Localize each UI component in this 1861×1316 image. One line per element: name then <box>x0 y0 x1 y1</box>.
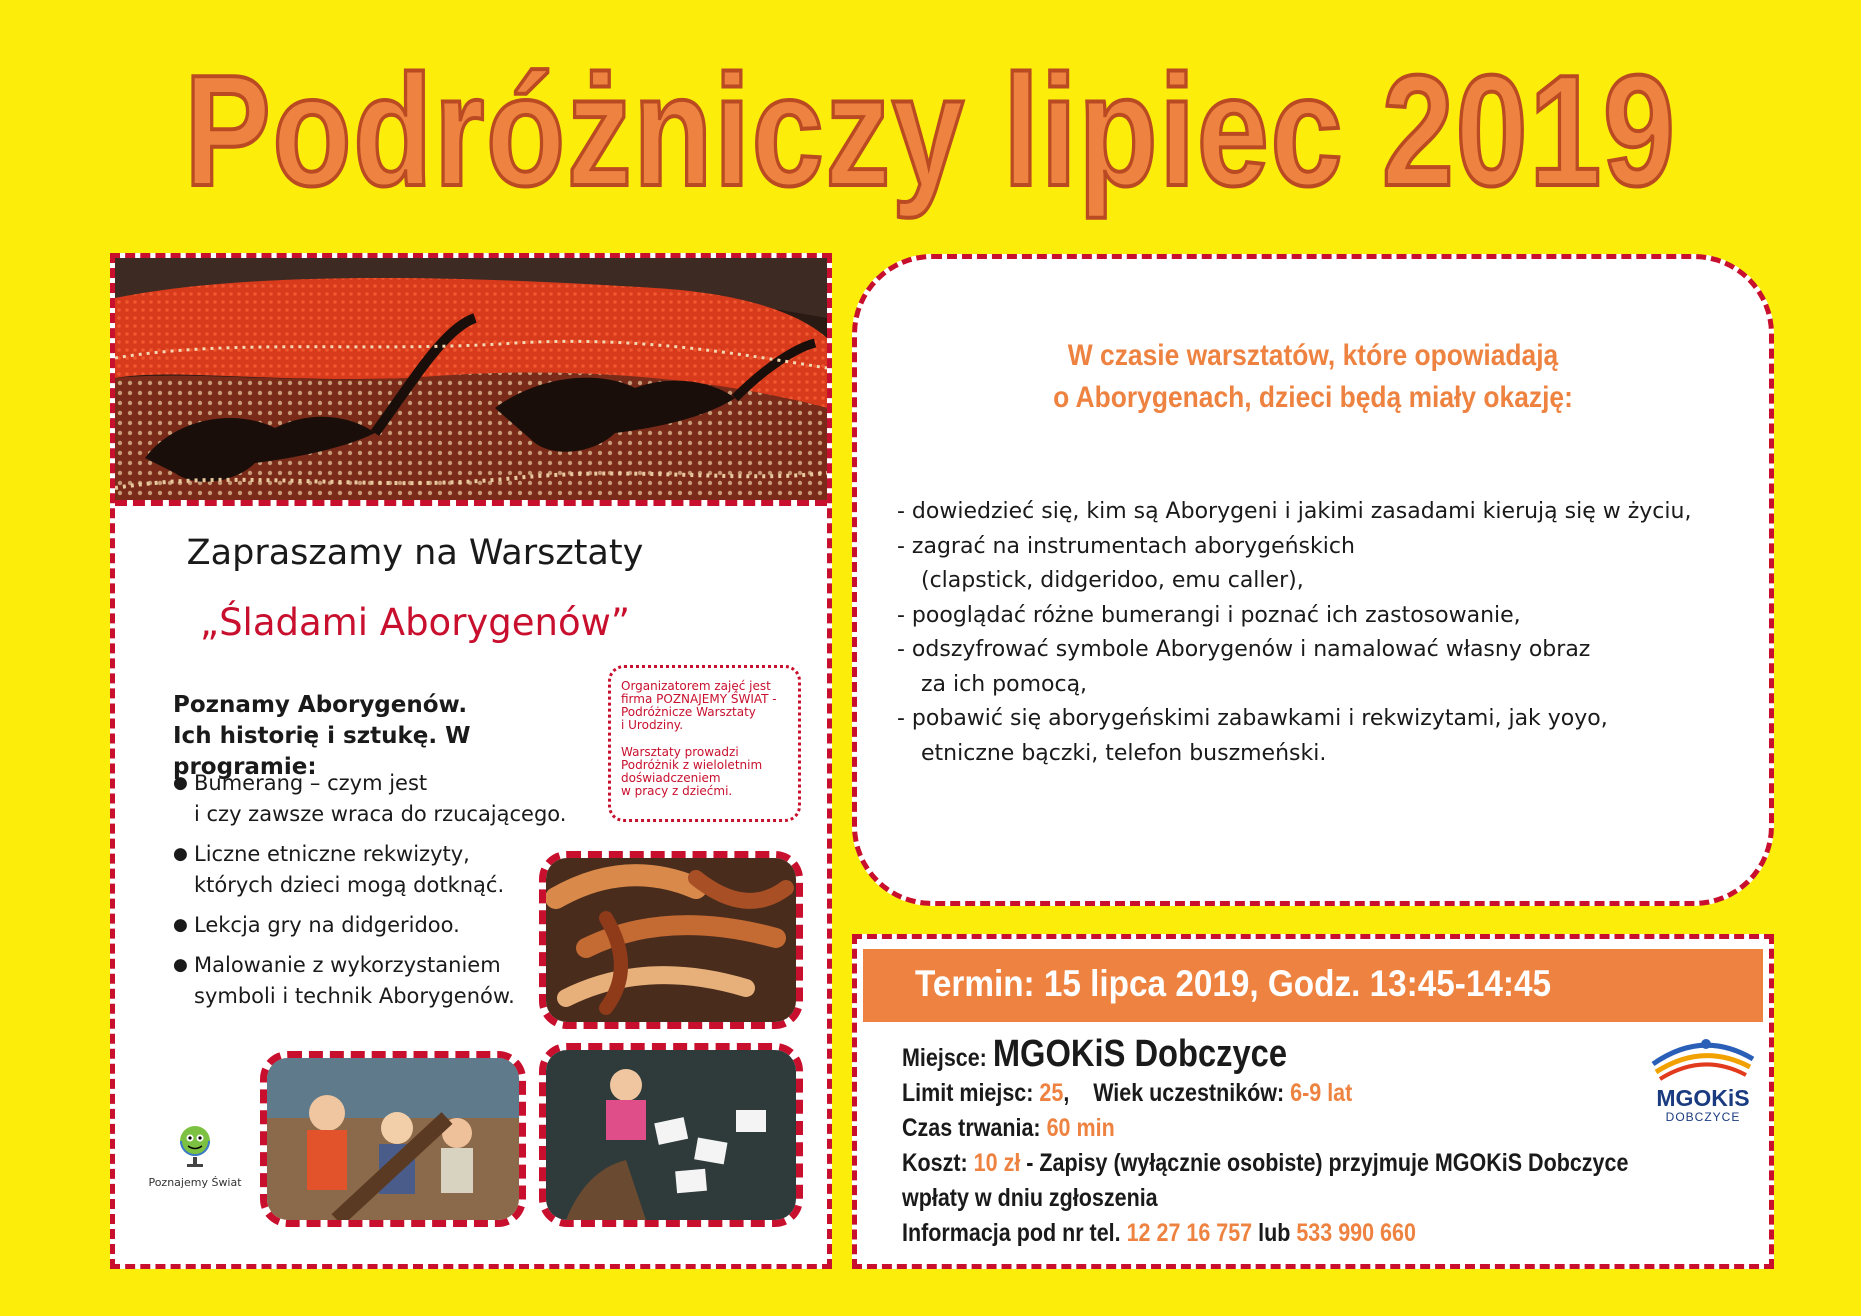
term-text: Termin: 15 lipca 2019, Godz. 13:45-14:45 <box>915 963 1552 1004</box>
activities-panel <box>852 254 1774 906</box>
duration-line: Czas trwania: 60 min <box>902 1114 1115 1142</box>
detail-lines <box>902 1033 1682 1251</box>
contact-line: Informacja pod nr tel. 12 27 16 757 lub 533 990 660 <box>902 1219 1416 1247</box>
children-painting-photo <box>539 1043 803 1227</box>
term-banner <box>863 949 1763 1022</box>
organizer-note: Organizatorem zajęć jest firma POZNAJEMY ŚWIAT - Podróżnicze Warsztaty i Urodziny. Warsztaty prowadzi Podróżnik z wieloletnim doświadczeniem w pracy z dziećmi. <box>608 665 801 822</box>
mgokis-logo <box>1643 1034 1763 1124</box>
poster-title: Podróżniczy lipiec 2019 <box>184 43 1677 219</box>
place-line: Miejsce: MGOKiS Dobczyce <box>902 1033 1288 1075</box>
logo-name: MGOKiS <box>1656 1085 1750 1111</box>
boomerangs-photo <box>539 851 803 1029</box>
workshop-panel <box>110 253 832 1269</box>
intro-line: Poznamy Aborygenów. <box>173 692 468 718</box>
list-item: ● Liczne etniczne rekwizyty, których dzieci mogą dotknąć. <box>173 839 593 901</box>
heading-line: o Aborygenach, dzieci będą miały okazję: <box>1053 381 1573 414</box>
activities-heading <box>912 335 1715 419</box>
list-item: - zagrać na instrumentach aborygeńskich (clapstick, didgeridoo, emu caller), <box>897 533 1355 593</box>
activities-list <box>897 495 1737 771</box>
poznajemy-swiat-logo <box>140 1123 250 1189</box>
list-item: - odszyfrować symbole Aborygenów i namalować własny obraz za ich pomocą, <box>897 637 1591 697</box>
list-item: - pooglądać różne bumerangi i poznać ich zastosowanie, <box>897 602 1521 628</box>
list-item: ● Lekcja gry na didgeridoo. <box>173 910 593 941</box>
payment-line: wpłaty w dniu zgłoszenia <box>902 1184 1158 1212</box>
list-item: - pobawić się aborygeńskimi zabawkami i rekwizytami, jak yoyo, etniczne bączki, telefon buszmeński. <box>897 706 1608 766</box>
workshop-title: „Śladami Aborygenów” <box>199 601 631 644</box>
list-item: ● Bumerang – czym jest i czy zawsze wraca do rzucającego. <box>173 768 593 830</box>
invite-heading: Zapraszamy na Warsztaty <box>186 533 644 573</box>
children-didgeridoo-photo <box>260 1051 526 1227</box>
logo-city: DOBCZYCE <box>1665 1110 1741 1124</box>
logo-text: Poznajemy Świat <box>148 1176 242 1189</box>
cost-line: Koszt: 10 zł - Zapisy (wyłącznie osobiste) przyjmuje MGOKiS Dobczyce <box>902 1149 1629 1177</box>
aboriginal-art-image <box>115 258 827 506</box>
list-item: ● Malowanie z wykorzystaniem symboli i technik Aborygenów. <box>173 950 593 1012</box>
list-item: - dowiedzieć się, kim są Aborygeni i jakimi zasadami kierują się w życiu, <box>897 499 1692 524</box>
details-panel <box>852 934 1774 1269</box>
program-list <box>173 768 593 1021</box>
intro-line: Ich historię i sztukę. W programie: <box>173 723 471 780</box>
heading-line: W czasie warsztatów, które opowiadają <box>1067 339 1559 372</box>
limit-line: Limit miejsc: 25, Wiek uczestników: 6-9 lat <box>902 1079 1353 1107</box>
